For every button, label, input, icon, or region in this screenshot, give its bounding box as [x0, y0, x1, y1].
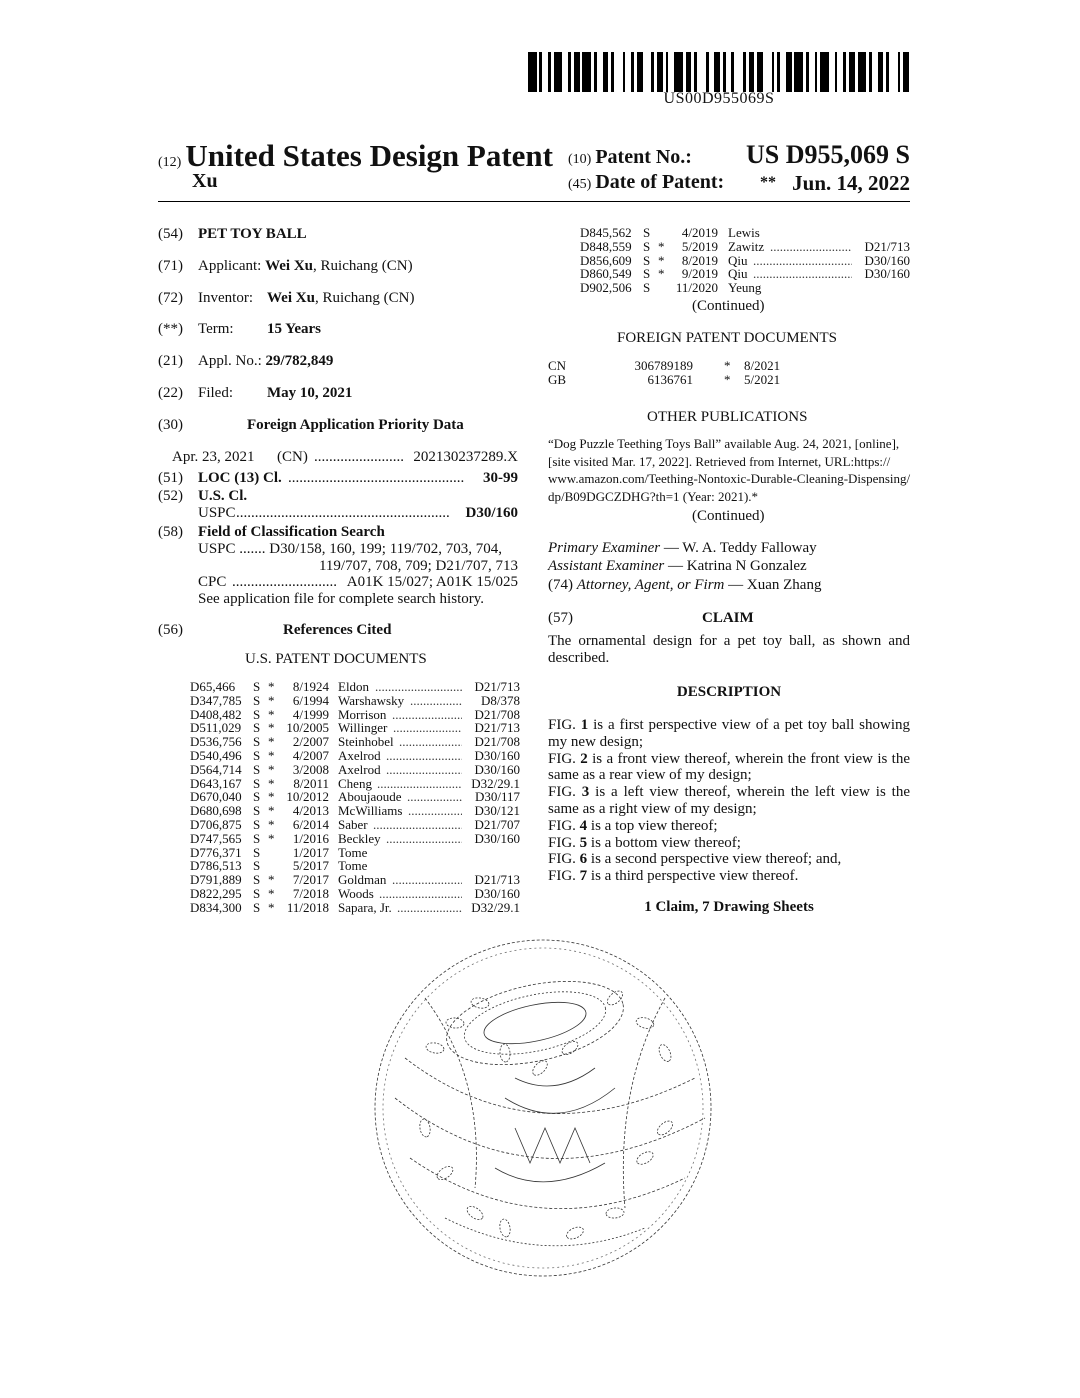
reference-kind: S	[253, 803, 261, 819]
fig-number: 7	[579, 868, 588, 885]
reference-number: D564,714	[190, 761, 242, 777]
cited-by-examiner-marker: *	[268, 789, 275, 805]
description-heading: DESCRIPTION	[676, 684, 782, 700]
inid-45: (45)	[568, 177, 592, 192]
cited-by-examiner-marker: *	[268, 748, 275, 763]
reference-class: D32/29.1	[471, 899, 520, 915]
inid-22: (22)	[158, 385, 183, 401]
reference-leader	[753, 254, 852, 268]
cited-by-examiner-marker: *	[268, 803, 275, 819]
reference-class: D21/708	[474, 734, 520, 750]
fig-text: is a third perspective view thereof.	[587, 868, 799, 885]
field-search-line-4: See application file for complete search history.	[198, 591, 485, 607]
reference-leader	[397, 901, 462, 915]
fig-number: 1	[580, 717, 589, 733]
pet-toy-ball-drawing	[365, 928, 725, 1298]
fig-prefix: FIG.	[548, 834, 580, 851]
fig-text: is a first perspective view of a pet toy ball showing my new design;	[548, 717, 910, 750]
reference-name: McWilliams	[338, 803, 403, 819]
figure-description	[548, 818, 910, 835]
fig-prefix: FIG.	[548, 851, 580, 868]
reference-number: D848,559	[580, 238, 632, 254]
invention-title: PET TOY BALL	[198, 226, 307, 242]
appl-no-field	[158, 352, 334, 370]
fig-text: is a second perspective view thereof; and,	[587, 851, 842, 868]
reference-leader	[373, 818, 462, 832]
reference-leader	[386, 763, 462, 777]
fig-text: is a top view thereof;	[587, 817, 718, 834]
figure-description	[548, 784, 910, 818]
reference-name: Saber	[338, 817, 368, 832]
inid-12: (12)	[158, 155, 182, 170]
country-code: GB	[548, 372, 567, 387]
fig-number: 4	[579, 817, 588, 834]
reference-class: D21/707	[474, 817, 520, 832]
reference-date: 4/2019	[681, 225, 718, 240]
reference-number: D347,785	[190, 692, 242, 708]
inid-58: (58)	[158, 524, 183, 540]
reference-number: D856,609	[580, 252, 632, 268]
reference-name: Willinger	[338, 720, 388, 736]
reference-number: D791,889	[190, 872, 242, 888]
inid-54: (54)	[158, 226, 183, 242]
loc-value: 30-99	[483, 470, 518, 486]
fig-prefix: FIG.	[548, 784, 582, 801]
attorney-label: Attorney, Agent, or Firm	[576, 577, 725, 593]
reference-row	[190, 749, 520, 763]
reference-kind: S	[253, 761, 261, 777]
fig-prefix: FIG.	[548, 717, 581, 733]
cited-by-examiner-marker: *	[268, 886, 275, 901]
reference-kind: S	[253, 872, 261, 888]
fig-prefix: FIG.	[548, 817, 580, 834]
references-cited-field	[158, 621, 392, 639]
reference-row	[190, 694, 520, 708]
cpc-label: CPC	[198, 574, 227, 590]
attorney	[548, 576, 821, 594]
reference-leader	[379, 887, 462, 901]
reference-kind: S	[643, 280, 651, 296]
foreign-date: 8/2021	[744, 358, 781, 373]
inventor-field	[158, 289, 415, 307]
cited-by-examiner-marker: *	[268, 899, 275, 915]
reference-leader	[386, 749, 462, 763]
foreign-docs-heading: FOREIGN PATENT DOCUMENTS	[617, 330, 838, 346]
reference-leader	[392, 708, 462, 722]
foreign-priority-heading: Foreign Application Priority Data	[247, 417, 464, 433]
reference-date: 7/2018	[292, 886, 329, 901]
reference-date: 4/2007	[292, 748, 329, 763]
inventor-location: , Ruichang (CN)	[314, 290, 415, 306]
field-search-line-3	[198, 573, 518, 591]
attorney-name: — Xuan Zhang	[724, 577, 822, 593]
reference-number: D786,513	[190, 858, 242, 874]
patent-date: Jun. 14, 2022	[792, 171, 910, 195]
fig-prefix: FIG.	[548, 750, 581, 767]
header-divider	[158, 201, 910, 202]
reference-name: Yeung	[728, 280, 762, 296]
reference-name: Lewis	[728, 225, 760, 240]
filed-label: Filed:	[198, 385, 234, 401]
reference-kind: S	[253, 748, 261, 763]
priority-leader: ........................	[314, 449, 404, 465]
reference-class: D30/160	[864, 252, 910, 268]
reference-date: 1/2016	[292, 830, 329, 846]
reference-kind: S	[643, 225, 651, 240]
patent-number: US D955,069 S	[746, 140, 910, 169]
reference-number: D408,482	[190, 706, 242, 722]
inventor-name: Wei Xu	[267, 290, 315, 306]
reference-class: D32/29.1	[471, 775, 520, 791]
reference-date: 11/2018	[286, 899, 329, 915]
foreign-number: 306789189	[634, 358, 693, 373]
patent-type-title	[158, 138, 553, 174]
reference-kind: S	[253, 692, 261, 708]
other-publication-line: www.amazon.com/Teething-Nontoxic-Durable-Cleaning-Dispensing/	[548, 471, 911, 486]
reference-number: D834,300	[190, 899, 242, 915]
uspc-leader: .........................................................	[236, 505, 450, 521]
reference-kind: S	[253, 830, 261, 846]
reference-class: D21/708	[474, 706, 520, 722]
inventor-label: Inventor:	[198, 290, 253, 306]
inid-52: (52)	[158, 488, 183, 504]
reference-leader	[392, 873, 462, 887]
reference-kind: S	[253, 789, 261, 805]
barcode-number: US00D955069S	[663, 90, 775, 107]
reference-leader	[399, 735, 462, 749]
inid-71: (71)	[158, 258, 183, 274]
reference-kind: S	[643, 252, 651, 268]
date-of-patent-label	[568, 171, 724, 194]
references-heading: References Cited	[283, 622, 392, 638]
reference-row	[580, 281, 910, 295]
description-list	[548, 717, 910, 885]
reference-kind: S	[643, 238, 651, 254]
assistant-examiner-name: — Katrina N Gonzalez	[664, 558, 807, 574]
reference-number: D902,506	[580, 280, 632, 296]
field-search-line-2: 119/707, 708, 709; D21/707, 713	[318, 558, 518, 574]
reference-date: 5/2019	[681, 238, 718, 254]
inid-72: (72)	[158, 290, 183, 306]
country-code: CN	[548, 358, 567, 373]
inid-74: (74)	[548, 577, 573, 593]
reference-number: D511,029	[190, 720, 242, 736]
reference-class: D21/713	[474, 679, 520, 694]
appl-no-value: 29/782,849	[265, 353, 334, 369]
inid-30: (30)	[158, 417, 183, 433]
barcode	[528, 52, 910, 92]
figure-description	[548, 717, 910, 751]
foreign-date: 5/2021	[744, 372, 781, 387]
reference-row	[190, 901, 520, 915]
other-publication-line: dp/B09DGCZDHG?th=1 (Year: 2021).*	[548, 488, 759, 504]
priority-row	[172, 448, 518, 466]
reference-leader	[386, 832, 462, 846]
reference-row	[190, 818, 520, 832]
reference-date: 8/2011	[293, 775, 329, 791]
reference-number: D845,562	[580, 225, 632, 240]
cited-by-examiner-marker: *	[658, 252, 665, 268]
reference-number: D540,496	[190, 748, 242, 763]
figure-description	[548, 851, 910, 868]
inid-21: (21)	[158, 353, 183, 369]
reference-leader	[753, 267, 852, 281]
reference-date: 10/2005	[286, 720, 329, 736]
reference-kind: S	[253, 899, 261, 915]
uspc-value: D30/160	[465, 505, 518, 521]
reference-kind: S	[253, 679, 261, 694]
reference-name: Axelrod	[338, 761, 381, 777]
assistant-examiner	[548, 557, 807, 575]
loc-field	[158, 469, 518, 487]
assistant-examiner-label: Assistant Examiner	[548, 558, 665, 574]
fig-number: 3	[581, 784, 590, 801]
document-title: United States Design Patent	[185, 138, 553, 173]
us-cl-field	[158, 487, 248, 505]
reference-name: Steinhobel	[338, 734, 394, 750]
cited-by-examiner-marker: *	[268, 872, 275, 888]
reference-name: Aboujaoude	[338, 789, 402, 805]
reference-leader	[393, 721, 462, 735]
claim-text: The ornamental design for a pet toy ball, as shown and described.	[548, 633, 910, 666]
term-star-marker: **	[760, 174, 776, 191]
reference-class: D21/713	[864, 238, 910, 254]
reference-date: 4/2013	[292, 803, 329, 819]
fig-prefix: FIG.	[548, 868, 580, 885]
loc-leader: ...............................................	[288, 470, 465, 486]
reference-leader	[770, 240, 852, 254]
date-label: Date of Patent:	[595, 171, 725, 193]
ball-outline	[375, 940, 711, 1276]
reference-number: D747,565	[190, 830, 242, 846]
reference-date: 6/2014	[292, 817, 329, 832]
reference-leader	[407, 790, 462, 804]
figure-description	[548, 835, 910, 852]
cited-by-examiner-marker: *	[268, 830, 275, 846]
reference-kind: S	[643, 266, 651, 282]
figure-description	[548, 868, 910, 885]
fig-number: 6	[579, 851, 588, 868]
reference-class: D30/160	[474, 886, 520, 901]
reference-name: Eldon	[338, 679, 370, 694]
reference-row	[190, 887, 520, 901]
reference-kind: S	[253, 886, 261, 901]
reference-name: Sapara, Jr.	[338, 899, 392, 915]
applicant-location: , Ruichang (CN)	[313, 258, 413, 274]
priority-date: Apr. 23, 2021	[172, 449, 255, 465]
other-pubs-heading: OTHER PUBLICATIONS	[647, 409, 808, 425]
cited-by-examiner-marker: *	[268, 734, 275, 750]
reference-name: Zawitz	[728, 238, 765, 254]
patent-number-label	[568, 146, 692, 169]
reference-kind: S	[253, 858, 261, 874]
cited-by-examiner-marker: *	[268, 720, 275, 736]
reference-row	[190, 680, 520, 694]
inventor-surname: Xu	[192, 170, 218, 192]
reference-number: D680,698	[190, 803, 242, 819]
reference-kind: S	[253, 720, 261, 736]
reference-number: D822,295	[190, 886, 242, 901]
field-search-line-1: USPC ....... D30/158, 160, 199; 119/702, 703, 704,	[198, 541, 503, 557]
term-value: 15 Years	[267, 321, 322, 337]
reference-name: Morrison	[338, 706, 387, 722]
patent-no-label: Patent No.:	[595, 146, 692, 168]
claims-summary: 1 Claim, 7 Drawing Sheets	[644, 899, 814, 915]
field-of-search	[158, 523, 385, 541]
reference-name: Woods	[338, 886, 374, 901]
reference-class: D30/160	[864, 266, 910, 282]
reference-date: 5/2017	[292, 858, 329, 874]
reference-date: 1/2017	[292, 844, 329, 860]
foreign-priority-field	[158, 416, 464, 434]
reference-class: D8/378	[481, 692, 520, 708]
term-field	[158, 320, 322, 338]
reference-name: Axelrod	[338, 748, 381, 763]
fig-text: is a left view thereof, wherein the left view is the same as a right view of my design;	[548, 784, 910, 817]
applicant-name: Wei Xu	[265, 258, 314, 274]
cited-by-examiner-marker: *	[658, 266, 665, 282]
reference-date: 10/2012	[286, 789, 329, 805]
reference-name: Tome	[338, 844, 368, 860]
reference-kind: S	[253, 775, 261, 791]
loc-label: LOC (13) Cl.	[198, 470, 282, 486]
reference-date: 4/1999	[292, 706, 329, 722]
continued-1: (Continued)	[692, 298, 765, 314]
reference-kind: S	[253, 734, 261, 750]
fig-text: is a front view thereof, wherein the front view is the same as a rear view of my design;	[548, 750, 911, 784]
uspc-label: USPC	[198, 505, 236, 521]
reference-number: D670,040	[190, 789, 242, 805]
reference-number: D706,875	[190, 817, 242, 832]
appl-no-label: Appl. No.:	[198, 353, 262, 369]
continued-2: (Continued)	[692, 508, 765, 524]
reference-date: 7/2017	[292, 872, 329, 888]
claim-inid: (57)	[548, 610, 573, 626]
reference-class: D30/160	[474, 830, 520, 846]
reference-number: D643,167	[190, 775, 242, 791]
applicant-field	[158, 257, 413, 275]
fig-text: is a bottom view thereof;	[587, 834, 741, 851]
reference-kind: S	[253, 817, 261, 832]
cited-by-examiner-marker: *	[268, 817, 275, 832]
cited-by-examiner-marker: *	[268, 775, 275, 791]
cpc-leader: ............................	[232, 574, 337, 590]
reference-name: Tome	[338, 858, 368, 874]
title-field	[158, 225, 307, 243]
reference-class: D30/121	[474, 803, 520, 819]
reference-number: D776,371	[190, 844, 242, 860]
reference-name: Cheng	[338, 775, 372, 791]
reference-name: Goldman	[338, 872, 387, 888]
reference-date: 9/2019	[681, 266, 718, 282]
reference-kind: S	[253, 706, 261, 722]
reference-name: Warshawsky	[338, 692, 405, 708]
reference-row	[580, 226, 910, 240]
reference-date: 11/2020	[675, 280, 718, 296]
primary-examiner	[548, 539, 817, 557]
priority-country: (CN)	[277, 449, 308, 465]
reference-name: Beckley	[338, 830, 381, 846]
reference-date: 8/1924	[292, 679, 329, 694]
reference-class: D30/160	[474, 748, 520, 763]
fig-number: 5	[579, 834, 588, 851]
reference-class: D21/713	[474, 872, 520, 888]
reference-number: D536,756	[190, 734, 242, 750]
reference-number: D860,549	[580, 266, 632, 282]
claim-heading: CLAIM	[702, 610, 754, 626]
inid-term: (**)	[158, 321, 183, 337]
cited-by-examiner-marker: *	[268, 692, 275, 708]
cpc-value: A01K 15/027; A01K 15/025	[346, 574, 518, 590]
foreign-number: 6136761	[647, 372, 693, 387]
figure-description	[548, 751, 910, 785]
fig-number: 2	[580, 750, 588, 767]
inid-56: (56)	[158, 622, 183, 638]
cited-by-examiner-marker: *	[268, 706, 275, 722]
reference-row	[190, 832, 520, 846]
reference-leader	[410, 694, 462, 708]
reference-class: D21/713	[474, 720, 520, 736]
field-search-heading: Field of Classification Search	[198, 524, 385, 540]
reference-date: 3/2008	[292, 761, 329, 777]
reference-date: 6/1994	[292, 692, 329, 708]
primary-examiner-label: Primary Examiner	[548, 540, 661, 556]
term-label: Term:	[198, 321, 234, 337]
inid-51: (51)	[158, 470, 183, 486]
cited-by-examiner-marker: *	[268, 679, 275, 694]
uspc-row	[198, 504, 518, 522]
reference-name: Qiu	[728, 252, 748, 268]
inid-10: (10)	[568, 152, 592, 167]
filed-field	[158, 384, 353, 402]
reference-number: D65,466	[190, 679, 236, 694]
reference-leader	[408, 804, 462, 818]
cited-by-examiner-marker: *	[724, 372, 731, 387]
priority-number: 202130237289.X	[413, 449, 518, 465]
reference-row	[580, 240, 910, 254]
other-publication-line: [site visited Mar. 17, 2022]. Retrieved from Internet, URL:https://	[548, 453, 891, 469]
cited-by-examiner-marker: *	[724, 358, 731, 373]
other-publication-line: “Dog Puzzle Teething Toys Ball” available Aug. 24, 2021, [online],	[548, 436, 900, 451]
filed-value: May 10, 2021	[267, 385, 353, 401]
reference-leader	[375, 680, 462, 694]
primary-examiner-name: — W. A. Teddy Falloway	[660, 540, 817, 556]
reference-kind: S	[253, 844, 261, 860]
reference-row	[190, 763, 520, 777]
cited-by-examiner-marker: *	[268, 761, 275, 777]
applicant-label: Applicant:	[198, 258, 262, 274]
reference-class: D30/160	[474, 761, 520, 777]
reference-date: 8/2019	[681, 252, 718, 268]
cited-by-examiner-marker: *	[658, 238, 665, 254]
us-patent-docs-heading: U.S. PATENT DOCUMENTS	[245, 651, 427, 667]
reference-name: Qiu	[728, 266, 748, 282]
us-cl-label: U.S. Cl.	[198, 488, 248, 504]
reference-date: 2/2007	[292, 734, 329, 750]
reference-class: D30/117	[474, 789, 520, 805]
